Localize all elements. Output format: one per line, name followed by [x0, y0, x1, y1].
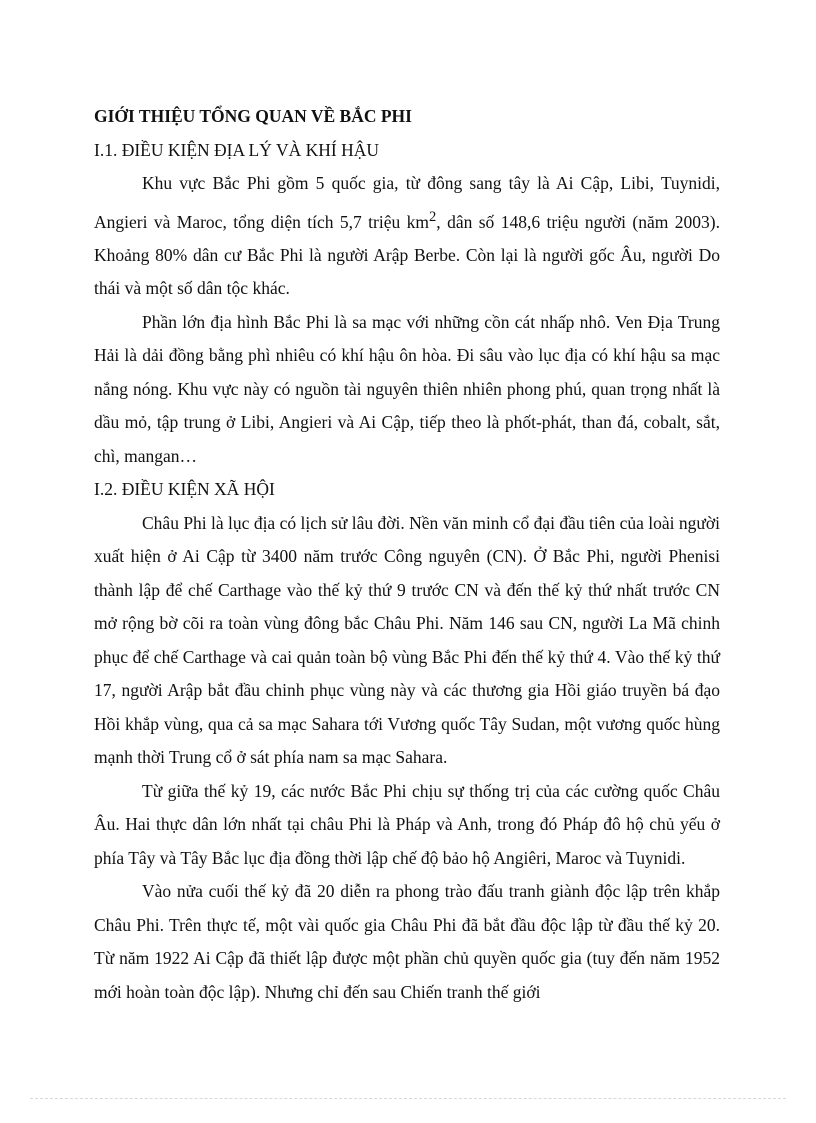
document-page	[94, 100, 720, 1009]
page-bottom-divider	[30, 1098, 786, 1099]
section-heading-geography: I.1. ĐIỀU KIỆN ĐỊA LÝ VÀ KHÍ HẬU	[94, 139, 379, 160]
section-heading-society: I.2. ĐIỀU KIỆN XÃ HỘI	[94, 479, 275, 500]
paragraph-society-independence: Vào nửa cuối thế kỷ đã 20 diễn ra phong trào đấu tranh giành độc lập trên khắp Châu Phi. Trên thực tế, một vài quốc gia Châu Phi đã bắt đầu độc lập từ đầu thế kỷ 20. Từ năm 1922 Ai Cập đã thiết lập được một phần chủ quyền quốc gia (tuy đến năm 1952 mới hoàn toàn độc lập). Nhưng chỉ đến sau Chiến tranh thế giới	[94, 881, 720, 1002]
paragraph-text-part: , dân số 148,6 triệu người (năm 2003). Khoảng 80% dân cư Bắc Phi là người Arập Berbe. Còn lại là người gốc Âu, người Do thái và một số dân tộc khác.	[94, 211, 720, 299]
document-title: GIỚI THIỆU TỔNG QUAN VỀ BẮC PHI	[94, 106, 412, 126]
paragraph-text-part: Khu vực Bắc Phi gồm 5 quốc gia, từ đông sang tây là Ai Cập, Libi, Tuynidi, Angieri và Maroc, tổng diện tích 5,7 triệu km	[94, 173, 720, 232]
paragraph-society-history: Châu Phi là lục địa có lịch sử lâu đời. Nền văn minh cổ đại đầu tiên của loài người xuất hiện ở Ai Cập từ 3400 năm trước Công nguyên (CN). Ở Bắc Phi, người Phenisi thành lập để chế Carthage vào thế kỷ thứ 9 trước CN và đến thế kỷ thứ nhất trước CN mở rộng bờ cõi ra toàn vùng đông bắc Châu Phi. Năm 146 sau CN, người La Mã chinh phục để chế Carthage và cai quản toàn bộ vùng Bắc Phi đến thế kỷ thứ 4. Vào thế kỷ thứ 17, người Arập bắt đầu chinh phục vùng này và các thương gia Hồi giáo truyền bá đạo Hồi khắp vùng, qua cả sa mạc Sahara tới Vương quốc Tây Sudan, một vương quốc hùng mạnh thời Trung cổ ở sát phía nam sa mạc Sahara.	[94, 512, 720, 768]
paragraph-geography-terrain: Phần lớn địa hình Bắc Phi là sa mạc với những cồn cát nhấp nhô. Ven Địa Trung Hải là dải đồng bằng phì nhiêu có khí hậu ôn hòa. Đi sâu vào lục địa có khí hậu sa mạc nắng nóng. Khu vực này có nguồn tài nguyên thiên nhiên phong phú, quan trọng nhất là dầu mỏ, tập trung ở Libi, Angieri và Ai Cập, tiếp theo là phốt-phát, than đá, cobalt, sắt, chì, mangan…	[94, 311, 720, 466]
paragraph-geography-population	[94, 167, 720, 306]
paragraph-society-colonial: Từ giữa thế kỷ 19, các nước Bắc Phi chịu sự thống trị của các cường quốc Châu Âu. Hai thực dân lớn nhất tại châu Phi là Pháp và Anh, trong đó Pháp đô hộ chủ yếu ở phía Tây và Tây Bắc lục địa đồng thời lập chế độ bảo hộ Angiêri, Maroc và Tuynidi.	[94, 780, 720, 868]
superscript-exponent: 2	[429, 208, 437, 225]
